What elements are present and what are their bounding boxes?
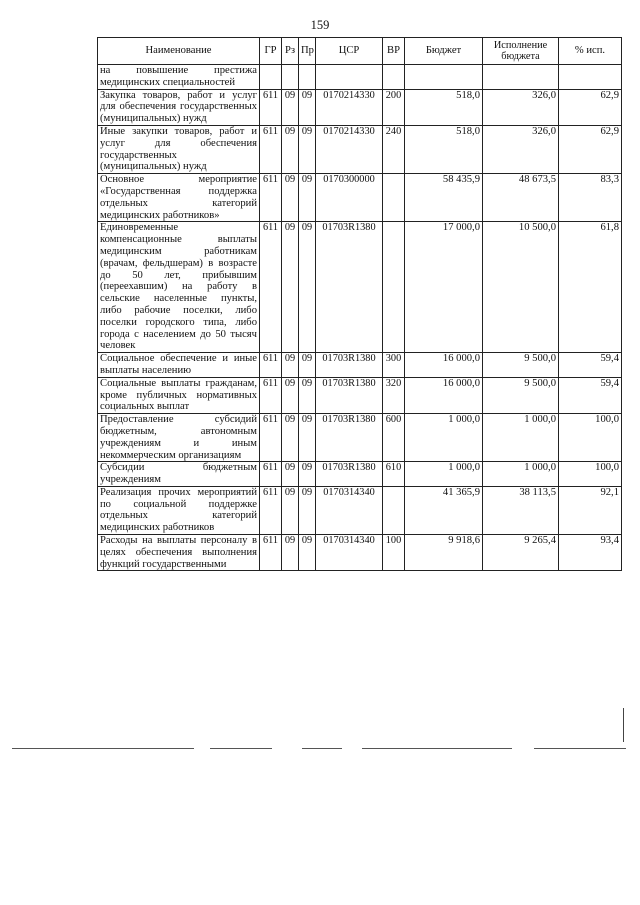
row-gr <box>260 65 282 90</box>
row-csr: 0170314340 <box>316 535 383 571</box>
row-rz: 09 <box>282 535 299 571</box>
row-budget: 16 000,0 <box>405 353 483 378</box>
table-row <box>98 89 622 125</box>
row-rz: 09 <box>282 486 299 534</box>
row-vr <box>383 174 405 222</box>
row-csr <box>316 65 383 90</box>
row-pr: 09 <box>299 89 316 125</box>
footer-rule-2 <box>210 748 272 749</box>
row-vr <box>383 222 405 353</box>
row-name: Иные закупки товаров, работ и услуг для обеспечения государственных (муниципальных) нужд <box>98 125 260 173</box>
row-rz: 09 <box>282 377 299 413</box>
row-pr: 09 <box>299 174 316 222</box>
row-rz: 09 <box>282 222 299 353</box>
table-row <box>98 174 622 222</box>
row-execution: 38 113,5 <box>483 486 559 534</box>
row-percent: 59,4 <box>559 377 622 413</box>
row-rz: 09 <box>282 125 299 173</box>
footer-rule-5 <box>534 748 626 749</box>
table-row <box>98 414 622 462</box>
row-gr: 611 <box>260 89 282 125</box>
row-name: Реализация прочих мероприятий по социальной поддержке отдельных категорий медицинских работников <box>98 486 260 534</box>
row-percent: 59,4 <box>559 353 622 378</box>
row-budget: 9 918,6 <box>405 535 483 571</box>
row-budget: 518,0 <box>405 125 483 173</box>
row-pr <box>299 65 316 90</box>
row-gr: 611 <box>260 125 282 173</box>
row-rz: 09 <box>282 462 299 487</box>
row-budget: 1 000,0 <box>405 462 483 487</box>
row-vr: 610 <box>383 462 405 487</box>
row-csr: 01703R1380 <box>316 377 383 413</box>
table-row <box>98 486 622 534</box>
row-name: Социальное обеспечение и иные выплаты населению <box>98 353 260 378</box>
row-gr: 611 <box>260 535 282 571</box>
table-row <box>98 462 622 487</box>
row-percent: 92,1 <box>559 486 622 534</box>
row-gr: 611 <box>260 222 282 353</box>
row-percent: 100,0 <box>559 462 622 487</box>
row-rz <box>282 65 299 90</box>
header-name: Наименование <box>98 38 260 65</box>
header-vr: ВР <box>383 38 405 65</box>
row-vr: 320 <box>383 377 405 413</box>
table-row <box>98 353 622 378</box>
row-percent: 62,9 <box>559 89 622 125</box>
row-csr: 01703R1380 <box>316 462 383 487</box>
table-row <box>98 65 622 90</box>
row-vr <box>383 65 405 90</box>
row-pr: 09 <box>299 377 316 413</box>
row-execution: 10 500,0 <box>483 222 559 353</box>
footer-rule-4 <box>362 748 512 749</box>
table-header-row <box>98 38 622 65</box>
header-csr: ЦСР <box>316 38 383 65</box>
header-rz: Рз <box>282 38 299 65</box>
row-name: Единовременные компенсационные выплаты медицинским работникам (врачам, фельдшерам) в возрасте до 50 лет, прибывшим (переехавшим) на работу в сельские населенные пункты, либо рабочие поселки, либо поселки городского типа, либо города с населением до 50 тысяч человек <box>98 222 260 353</box>
row-execution: 1 000,0 <box>483 414 559 462</box>
row-gr: 611 <box>260 414 282 462</box>
header-percent: % исп. <box>559 38 622 65</box>
row-percent: 93,4 <box>559 535 622 571</box>
row-percent: 62,9 <box>559 125 622 173</box>
row-csr: 0170314340 <box>316 486 383 534</box>
row-execution: 9 265,4 <box>483 535 559 571</box>
row-pr: 09 <box>299 353 316 378</box>
row-gr: 611 <box>260 462 282 487</box>
row-budget: 58 435,9 <box>405 174 483 222</box>
row-pr: 09 <box>299 414 316 462</box>
row-budget: 41 365,9 <box>405 486 483 534</box>
row-pr: 09 <box>299 222 316 353</box>
table-row <box>98 377 622 413</box>
row-gr: 611 <box>260 377 282 413</box>
table-row <box>98 535 622 571</box>
row-budget: 16 000,0 <box>405 377 483 413</box>
row-budget: 17 000,0 <box>405 222 483 353</box>
row-name: Расходы на выплаты персоналу в целях обеспечения выполнения функций государственными <box>98 535 260 571</box>
row-percent <box>559 65 622 90</box>
row-percent: 61,8 <box>559 222 622 353</box>
row-name: Основное мероприятие «Государственная поддержка отдельных категорий медицинских работников» <box>98 174 260 222</box>
row-name: на повышение престижа медицинских специальностей <box>98 65 260 90</box>
row-budget <box>405 65 483 90</box>
page-number: 159 <box>310 18 330 32</box>
row-gr: 611 <box>260 174 282 222</box>
row-pr: 09 <box>299 125 316 173</box>
row-execution: 9 500,0 <box>483 377 559 413</box>
table-row <box>98 125 622 173</box>
row-csr: 0170214330 <box>316 125 383 173</box>
row-name: Социальные выплаты гражданам, кроме публичных нормативных социальных выплат <box>98 377 260 413</box>
row-vr: 240 <box>383 125 405 173</box>
row-csr: 0170300000 <box>316 174 383 222</box>
row-vr <box>383 486 405 534</box>
footer-rule-3 <box>302 748 342 749</box>
row-budget: 1 000,0 <box>405 414 483 462</box>
budget-table <box>97 37 622 571</box>
row-rz: 09 <box>282 174 299 222</box>
header-pr: Пр <box>299 38 316 65</box>
row-pr: 09 <box>299 535 316 571</box>
row-csr: 01703R1380 <box>316 353 383 378</box>
row-pr: 09 <box>299 462 316 487</box>
row-execution <box>483 65 559 90</box>
row-gr: 611 <box>260 486 282 534</box>
header-budget: Бюджет <box>405 38 483 65</box>
footer-rule-1 <box>12 748 194 749</box>
row-execution: 48 673,5 <box>483 174 559 222</box>
row-percent: 83,3 <box>559 174 622 222</box>
row-budget: 518,0 <box>405 89 483 125</box>
row-execution: 326,0 <box>483 89 559 125</box>
row-vr: 600 <box>383 414 405 462</box>
row-pr: 09 <box>299 486 316 534</box>
header-gr: ГР <box>260 38 282 65</box>
row-percent: 100,0 <box>559 414 622 462</box>
row-vr: 300 <box>383 353 405 378</box>
row-vr: 100 <box>383 535 405 571</box>
table-row <box>98 222 622 353</box>
row-execution: 326,0 <box>483 125 559 173</box>
row-name: Закупка товаров, работ и услуг для обеспечения государственных (муниципальных) нужд <box>98 89 260 125</box>
row-name: Предоставление субсидий бюджетным, автономным учреждениям и иным некоммерческим организациям <box>98 414 260 462</box>
row-gr: 611 <box>260 353 282 378</box>
row-execution: 9 500,0 <box>483 353 559 378</box>
row-rz: 09 <box>282 414 299 462</box>
row-rz: 09 <box>282 89 299 125</box>
row-execution: 1 000,0 <box>483 462 559 487</box>
row-csr: 01703R1380 <box>316 414 383 462</box>
header-execution: Исполнение бюджета <box>483 38 559 65</box>
margin-mark <box>623 708 624 742</box>
row-csr: 0170214330 <box>316 89 383 125</box>
row-vr: 200 <box>383 89 405 125</box>
row-name: Субсидии бюджетным учреждениям <box>98 462 260 487</box>
row-rz: 09 <box>282 353 299 378</box>
row-csr: 01703R1380 <box>316 222 383 353</box>
